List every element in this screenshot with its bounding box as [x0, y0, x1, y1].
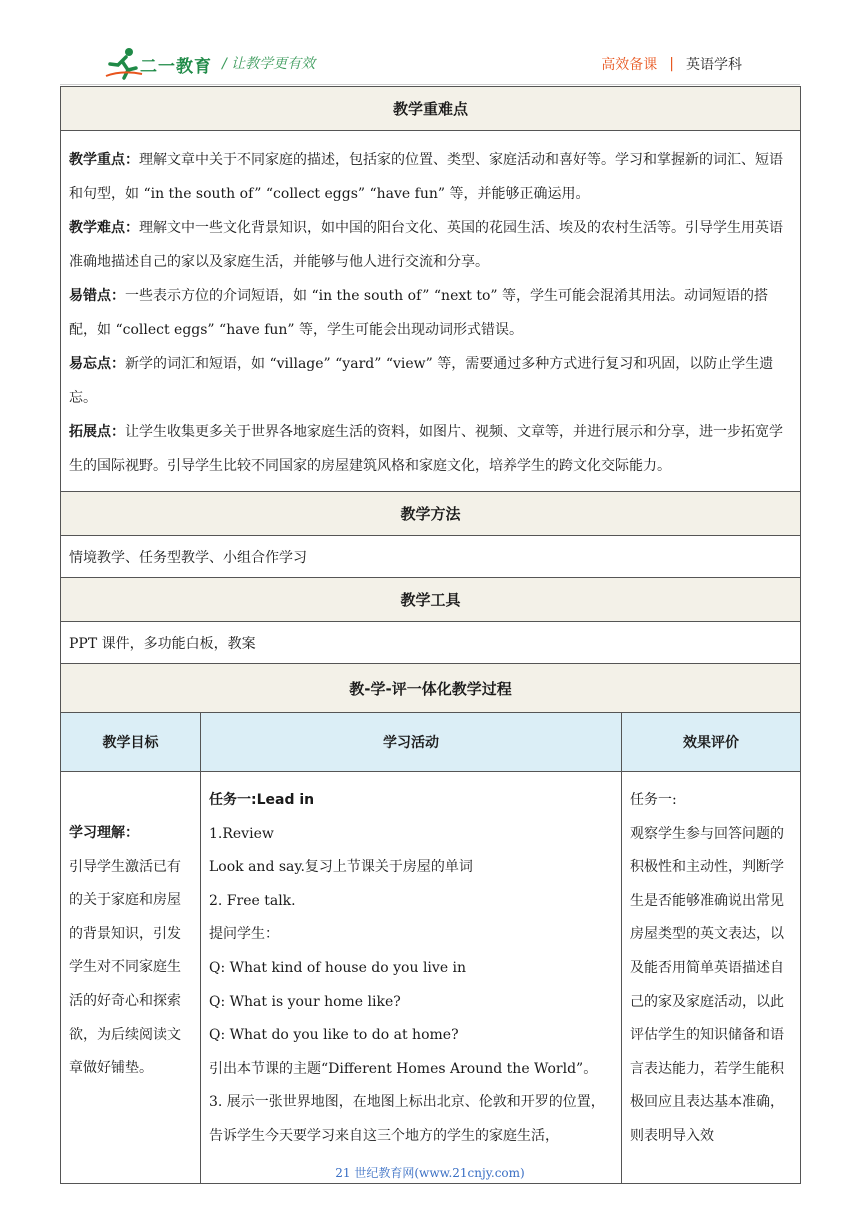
lesson-plan-table — [60, 86, 801, 1184]
subject-name: 英语学科 — [686, 57, 742, 73]
difficulty-text: 理解文中一些文化背景知识，如中国的阳台文化、英国的花园生活、埃及的农村生活等。引导学生用英语准确地描述自己的家以及家庭生活，并能够与他人进行交流和分享。 — [69, 220, 783, 270]
header-divider — [60, 84, 800, 85]
activity-line: Q: What do you like to do at home? — [209, 1027, 459, 1044]
error-prone-text: 一些表示方位的介词短语，如 “in the south of” “next to” 等，学生可能会混淆其用法。动词短语的搭配，如 “collect eggs” “have fun” 等，学生可能会出现动词形式错误。 — [69, 288, 768, 338]
activity-task-title: 任务一:Lead in — [209, 792, 315, 808]
forgettable-text: 新学的词汇和短语，如 “village” “yard” “view” 等，需要通过多种方式进行复习和巩固，以防止学生遗忘。 — [69, 356, 774, 406]
error-prone-paragraph — [69, 279, 792, 347]
goal-label: 学习理解： — [69, 825, 139, 841]
runner-logo-icon — [104, 46, 144, 80]
activity-line: Q: What kind of house do you live in — [209, 959, 467, 976]
extension-paragraph — [69, 415, 792, 483]
page-footer: 21 世纪教育网(www.21cnjy.com) — [335, 1166, 525, 1180]
methods-content: 情境教学、任务型教学、小组合作学习 — [61, 536, 801, 578]
activity-line: Look and say.复习上节课关于房屋的单词 — [209, 859, 473, 876]
prep-label: 高效备课 — [601, 57, 658, 73]
column-header-activity: 学习活动 — [201, 713, 622, 772]
difficulty-paragraph — [69, 211, 792, 279]
activity-line: 提问学生： — [209, 926, 279, 943]
difficulties-content — [61, 131, 801, 492]
activity-cell — [201, 772, 622, 1184]
section-title-methods: 教学方法 — [61, 492, 801, 536]
difficulty-label: 教学难点： — [69, 220, 139, 236]
activity-line: 2. Free talk. — [209, 892, 296, 909]
evaluation-label: 任务一: — [630, 792, 677, 808]
extension-text: 让学生收集更多关于世界各地家庭生活的资料，如图片、视频、文章等，并进行展示和分享，进一步拓宽学生的国际视野。引导学生比较不同国家的房屋建筑风格和家庭文化，培养学生的跨文化交际能力。 — [69, 424, 783, 474]
key-point-text: 理解文章中关于不同家庭的描述，包括家的位置、类型、家庭活动和喜好等。学习和掌握新的词汇、短语和句型，如 “in the south of” “collect eggs” “have fun” 等，并能够正确运用。 — [69, 152, 783, 202]
header-separator: | — [669, 56, 674, 72]
activity-line: 引出本节课的主题“Different Homes Around the World”。 — [209, 1060, 598, 1077]
goal-text: 引导学生激活已有的关于家庭和房屋的背景知识，引发学生对不同家庭生活的好奇心和探索欲，为后续阅读文章做好铺垫。 — [69, 858, 181, 1077]
goal-cell — [61, 772, 201, 1184]
key-point-label: 教学重点： — [69, 152, 139, 168]
page-header — [0, 0, 860, 86]
column-header-evaluation: 效果评价 — [622, 713, 801, 772]
error-prone-label: 易错点： — [69, 288, 125, 304]
section-title-difficulties: 教学重难点 — [61, 87, 801, 131]
activity-line: 3. 展示一张世界地图，在地图上标出北京、伦敦和开罗的位置，告诉学生今天要学习来自这三个地方的学生的家庭生活， — [209, 1094, 605, 1144]
column-header-goal: 教学目标 — [61, 713, 201, 772]
tools-content: PPT 课件，多功能白板，教案 — [61, 622, 801, 664]
forgettable-label: 易忘点： — [69, 356, 125, 372]
subject-label — [601, 54, 742, 74]
evaluation-cell — [622, 772, 801, 1184]
activity-line: Q: What is your home like? — [209, 993, 401, 1010]
extension-label: 拓展点： — [69, 424, 125, 440]
key-point-paragraph — [69, 143, 792, 211]
brand-slogan: / 让教学更有效 — [222, 56, 316, 72]
evaluation-text: 观察学生参与回答问题的积极性和主动性，判断学生是否能够准确说出常见房屋类型的英文表达，以及能否用简单英语描述自己的家及家庭活动，以此评估学生的知识储备和语言表达能力，若学生能积极回应且表达基本准确，则表明导入效 — [630, 825, 784, 1144]
activity-line: 1.Review — [209, 825, 274, 842]
brand-logo-text: 二一教育 — [140, 57, 212, 77]
forgettable-paragraph — [69, 347, 792, 415]
section-title-process: 教-学-评一体化教学过程 — [61, 664, 801, 713]
section-title-tools: 教学工具 — [61, 578, 801, 622]
